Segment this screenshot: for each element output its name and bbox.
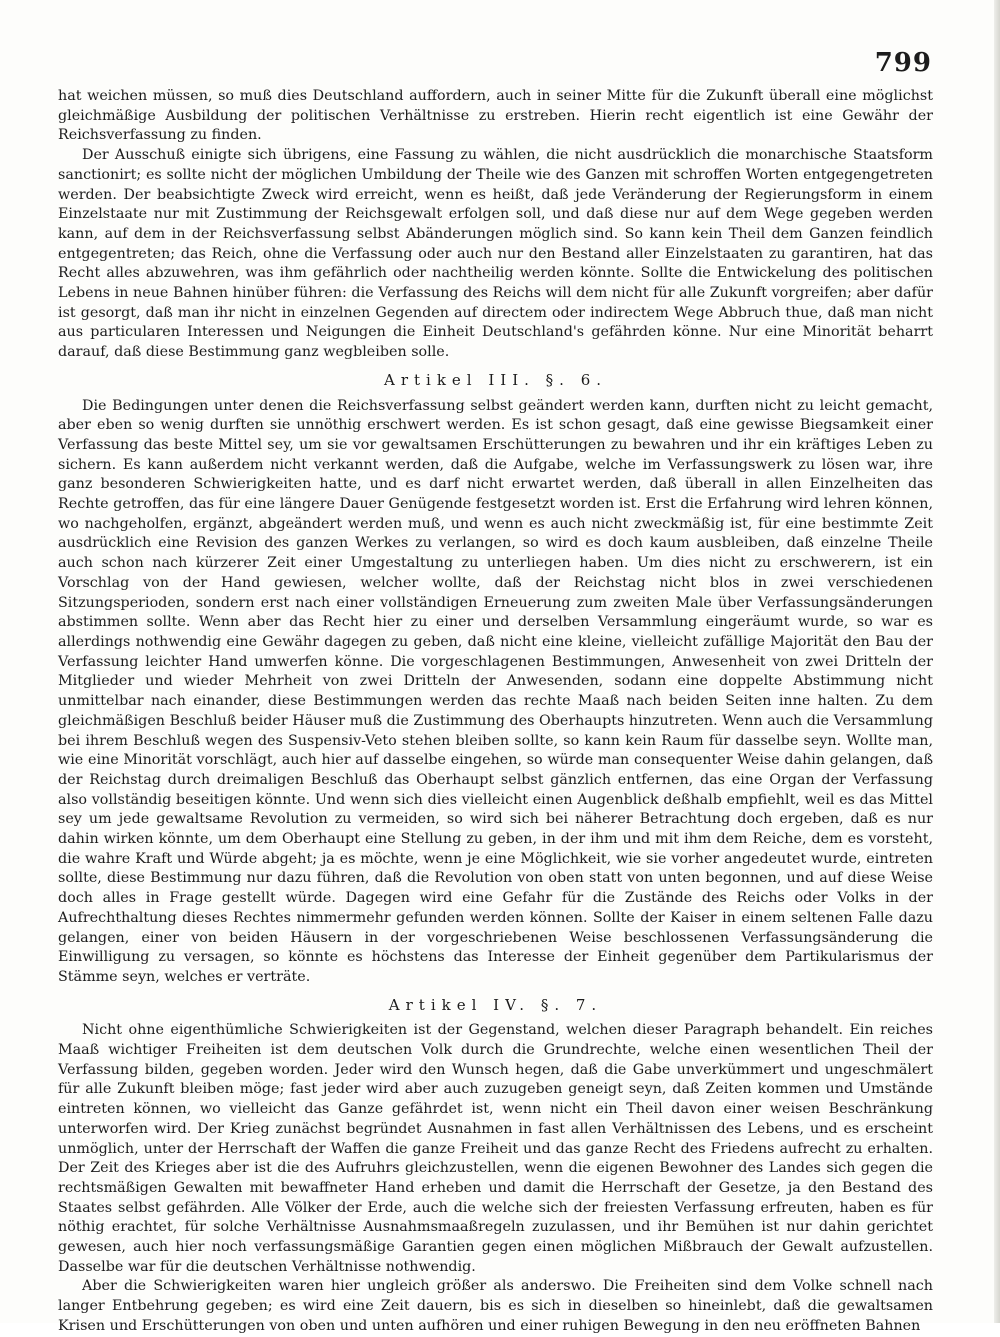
section-heading-article-4: Artikel IV. §. 7.	[388, 995, 603, 1014]
paragraph: Die Bedingungen unter denen die Reichsverfassung selbst geändert werden kann, durften nicht zu leicht gemacht, aber eben so wenig durften sie unnöthig erschwert werden. Es ist schon gesagt, daß eine gewisse Biegsamkeit einer Verfassung das beste Mittel sey, um sie vor gewaltsamen Erschütterungen zu bewahren und ihr ein kräftiges Leben zu sichern. Es kann außerdem nicht verkannt werden, daß die Aufgabe, welche im Verfassungswerk zu lösen war, ihre ganz besonderen Schwierigkeiten hatte, und es darf nicht erwartet werden, daß überall in allen Einzelheiten das Rechte getroffen, das für eine längere Dauer Genügende festgesetzt worden ist. Erst die Erfahrung wird lehren können, wo nachgeholfen, ergänzt, abgeändert werden muß, und wenn es auch nicht zweckmäßig ist, für eine bestimmte Zeit ausdrücklich eine Revision des ganzen Werkes zu verlangen, so wird es doch kaum ausbleiben, daß einzelne Theile auch schon nach kürzerer Zeit einer Umgestaltung zu unterliegen haben. Um dies nicht zu erschwerern, ist ein Vorschlag von der Hand gewiesen, welcher wollte, daß der Reichstag nicht blos in zwei verschiedenen Sitzungsperioden, sondern erst nach einer vollständigen Erneuerung zum zweiten Male über Verfassungsänderungen abstimmen sollte. Wenn aber das Recht hier zu einer und derselben Versammlung eingeräumt wurde, so war es allerdings nothwendig eine Gewähr dagegen zu geben, daß nicht eine kleine, vielleicht zufällige Majorität den Bau der Verfassung leichter Hand umwerfen könne. Die vorgeschlagenen Bestimmungen, Anwesenheit von zwei Dritteln der Mitglieder und wieder Mehrheit von zwei Dritteln der Anwesenden, sodann eine doppelte Abstimmung nicht unmittelbar nach einander, diese Bestimmungen werden das rechte Maaß nach beiden Seiten inne halten. Zu dem gleichmäßigen Beschluß beider Häuser muß die Zustimmung des Oberhaupts hinzutreten. Wenn auch die Versammlung bei ihrem Beschluß wegen des Suspensiv-Veto stehen bleiben sollte, so kann kein Raum für dasselbe seyn. Wollte man, wie eine Minorität vorschlägt, auch hier auf dasselbe eingehen, so würde man consequenter Weise dahin gelangen, daß der Reichstag durch dreimaligen Beschluß das Oberhaupt selbst gänzlich entfernen, das eine Organ der Verfassung also vollständig beseitigen könnte. Und wenn sich dies vielleicht einen Augenblick deßhalb empfiehlt, weil es das Mittel sey um jede gewaltsame Revolution zu vermeiden, so wird sich bei näherer Betrachtung doch ergeben, daß es nur dahin wirken könnte, um dem Oberhaupt eine Stellung zu geben, in der ihm und mit ihm dem Reiche, dem es vorsteht, die wahre Kraft und Würde abgeht; ja es möchte, wenn je eine Möglichkeit, wie sie vorher angedeutet wurde, eintreten sollte, diese Bestimmung nur dazu führen, daß die Revolution von oben statt von unten begonnen, und auf diese Weise doch alles in Frage gestellt würde. Dagegen wird eine Gefahr für die Zustände des Reichs oder Volks in der Aufrechthaltung dieses Rechtes nimmermehr gefunden werden können. Sollte der Kaiser in einem seltenen Falle dazu gelangen, einer von beiden Häusern in der vorgeschriebenen Weise beschlossenen Verfassungsänderung die Einwilligung zu versagen, so könnte es höchstens das Interesse der Einheit gegenüber dem Partikularismus der Stämme seyn, welches er verträte.	[58, 397, 933, 985]
paragraph: hat weichen müssen, so muß dies Deutschland auffordern, auch in seiner Mitte für die Zukunft überall eine möglichst gleichmäßige Ausbildung der politischen Verhältnisse zu erstreben. Hierin recht eigentlich ist eine Gewähr der Reichsverfassung zu finden.	[58, 88, 933, 144]
page-edge	[994, 0, 1000, 1323]
paragraph: Aber die Schwierigkeiten waren hier ungleich größer als anderswo. Die Freiheiten sind dem Volke schnell nach langer Entbehrung gegeben; es wird eine Zeit dauern, bis es sich in dieselben so hineinlebt, daß die gewaltsamen Krisen und Erschütterungen von oben und unten aufhören und einer ruhigen Bewegung in den neu eröffneten Bahnen	[58, 1278, 933, 1334]
page-number: 799	[874, 48, 932, 78]
body-text	[58, 87, 933, 1337]
paragraph: Nicht ohne eigenthümliche Schwierigkeiten ist der Gegenstand, welchen dieser Paragraph behandelt. Ein reiches Maaß wichtiger Freiheiten ist dem deutschen Volk durch die Grundrechte, welche einen wesentlichen Theil der Verfassung bilden, gegeben worden. Jeder wird den Wunsch hegen, daß die Gabe unverkümmert und ungeschmälert für alle Zukunft bleiben möge; fast jeder wird aber auch zuzugeben geneigt seyn, daß Zeiten kommen und Umstände eintreten können, wo vielleicht das Ganze gefährdet ist, wenn nicht ein Theil davon einer weisen Beschränkung unterworfen wird. Der Krieg zunächst begründet Ausnahmen in fast allen Verhältnissen des Lebens, und es erscheint unmöglich, unter der Herrschaft der Waffen die ganze Freiheit und das ganze Recht des Friedens aufrecht zu erhalten. Der Zeit des Krieges aber ist die des Aufruhrs gleichzustellen, wenn die eigenen Bewohner des Landes sich gegen die rechtsmäßigen Gewalten mit bewaffneter Hand erheben und damit die Herrschaft der Gesetze, ja den Bestand des Staates selbst gefährden. Alle Völker der Erde, auch die welche sich der freiesten Verfassung erfreuten, haben es für nöthig erachtet, für solche Verhältnisse Ausnahmsmaaßregeln zuzulassen, und ihr Bemühen ist nur dahin gerichtet gewesen, auch hier noch verfassungsmäßige Garantien gegen einen möglichen Mißbrauch der Gewalt aufzustellen. Dasselbe war für die deutschen Verhältnisse nothwendig.	[58, 1022, 933, 1275]
section-heading-article-3: Artikel III. §. 6.	[383, 370, 608, 389]
paragraph: Der Ausschuß einigte sich übrigens, eine Fassung zu wählen, die nicht ausdrücklich die monarchische Staatsform sanctionirt; es sollte nicht der möglichen Umbildung der Theile wie des Ganzen mit schroffen Worten entgegengetreten werden. Der beabsichtigte Zweck wird erreicht, wenn es heißt, daß jede Veränderung der Regierungsform in einem Einzelstaate nur mit Zustimmung der Reichsgewalt erfolgen soll, und daß diese nur auf dem Wege gegeben werden kann, auf dem in der Reichsverfassung selbst Abänderungen möglich sind. So kann kein Theil dem Ganzen feindlich entgegentreten; das Reich, ohne die Verfassung oder auch nur den Bestand aller Einzelstaaten zu garantiren, hat das Recht alles abzuwehren, was ihm gefährlich oder nachtheilig werden könnte. Sollte die Entwickelung des politischen Lebens in neue Bahnen hinüber führen: die Verfassung des Reichs will dem nicht für alle Zukunft vorgreifen; aber dafür ist gesorgt, daß man ihr nicht in einzelnen Gegenden auf directem oder indirectem Wege Abbruch thue, daß man nicht aus particularen Interessen und Neigungen die Einheit Deutschland's gefährden könne. Nur eine Minorität beharrt darauf, daß diese Bestimmung ganz wegbleiben solle.	[58, 147, 933, 361]
